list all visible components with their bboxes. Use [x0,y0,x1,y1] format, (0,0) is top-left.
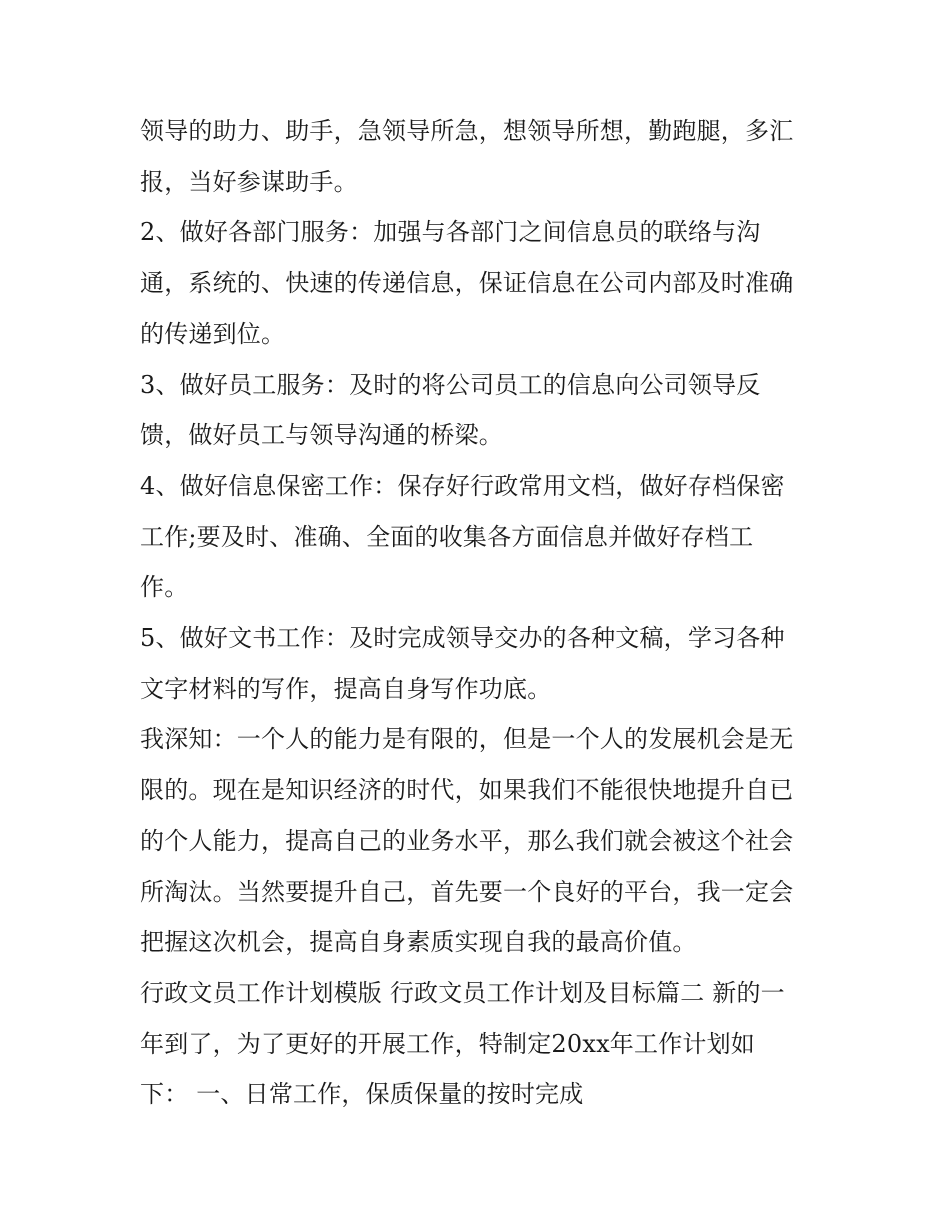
text-line: 报，当好参谋助手。 [140,167,358,196]
document-body [140,106,820,1120]
text-line: 领导的助力、助手，急领导所急，想领导所想，勤跑腿，多汇 [140,117,794,145]
text-line: 作。 [140,573,189,602]
text-line: 限的。现在是知识经济的时代，如果我们不能很快地提升自已 [140,776,794,805]
text-line: 馈，做好员工与领导沟通的桥梁。 [140,421,503,450]
text-line: 5、做好文书工作：及时完成领导交办的各种文稿，学习各种 [140,624,785,653]
text-line: 文字材料的写作，提高自身写作功底。 [140,674,552,703]
text-line: 3、做好员工服务：及时的将公司员工的信息向公司领导反 [140,370,761,399]
text-line: 4、做好信息保密工作：保存好行政常用文档，做好存档保密 [140,471,785,500]
text-line: 下： 一、日常工作，保质保量的按时完成 [140,1080,584,1109]
text-line: 的传递到位。 [140,319,286,348]
text-line: 工作;要及时、准确、全面的收集各方面信息并做好存档工 [140,522,754,551]
text-line: 通，系统的、快速的传递信息，保证信息在公司内部及时准确 [140,269,794,298]
text-line: 把握这次机会，提高自身素质实现自我的最高价值。 [140,928,697,957]
text-line: 所淘汰。当然要提升自己，首先要一个良好的平台，我一定会 [140,877,794,906]
text-line: 的个人能力，提高自己的业务水平，那么我们就会被这个社会 [140,826,794,855]
text-line: 我深知：一个人的能力是有限的，但是一个人的发展机会是无 [140,725,794,754]
text-line: 2、做好各部门服务：加强与各部门之间信息员的联络与沟 [140,218,761,247]
text-line: 年到了，为了更好的开展工作，特制定20xx年工作计划如 [140,1029,756,1058]
text-line: 行政文员工作计划模版 行政文员工作计划及目标篇二 新的一 [140,978,785,1007]
